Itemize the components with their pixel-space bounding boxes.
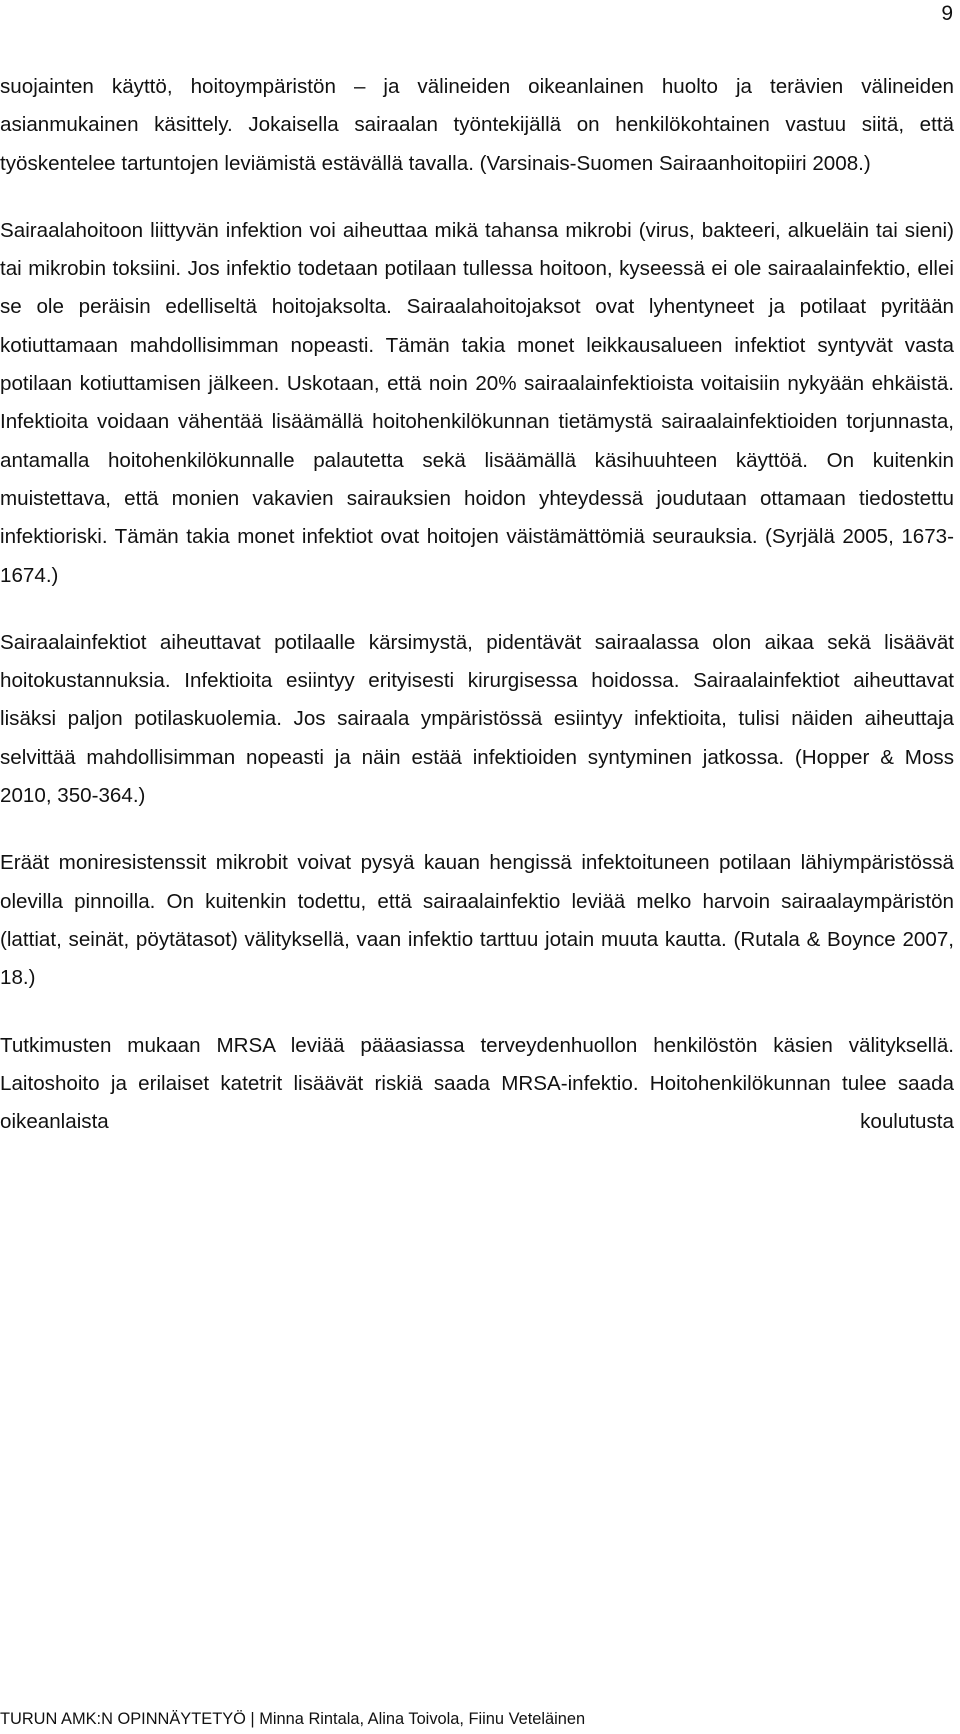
page-number: 9 (941, 2, 953, 25)
paragraph-hospital-infection-causes: Sairaalahoitoon liittyvän infektion voi aiheuttaa mikä tahansa mikrobi (virus, bakteeri, alkueläin tai sieni) tai mikrobin toksiini. Jos infektio todetaan potilaan tullessa hoitoon, kyseessä ei ole sairaalainfektio, ellei se ole peräisin edelliseltä hoitojaksolta. Sairaalahoitojaksot ovat lyhentyneet ja potilaat pyritään kotiuttamaan mahdollisimman nopeasti. Tämän takia monet leikkausalueen infektiot syntyvät vasta potilaan kotiuttamisen jälkeen. Uskotaan, että noin 20% sairaalainfektioista voitaisiin nykyään ehkäistä. Infektioita voidaan vähentää lisäämällä hoitohenkilökunnan tietämystä sairaalainfektioiden torjunnasta, antamalla hoitohenkilökunnalle palautetta sekä lisäämällä käsihuuhteen käyttöä. On kuitenkin muistettava, että monien vakavien sairauksien hoidon yhteydessä joudutaan ottamaan tiedostettu infektioriski. Tämän takia monet infektiot ovat hoitojen väistämättömiä seurauksia. (Syrjälä 2005, 1673-1674.) (0, 218, 954, 587)
body-text (0, 68, 954, 1141)
page-footer: TURUN AMK:N OPINNÄYTETYÖ | Minna Rintala, Alina Toivola, Fiinu Veteläinen (0, 1710, 586, 1728)
paragraph-mrsa-spread: Tutkimusten mukaan MRSA leviää pääasiassa terveydenhuollon henkilöstön käsien välityksellä. Laitoshoito ja erilaiset katetrit lisäävät riskiä saada MRSA-infektio. Hoitohenkilökunnan tulee saada oikeanlaista koulutusta (0, 1033, 954, 1134)
paragraph-infection-consequences: Sairaalainfektiot aiheuttavat potilaalle kärsimystä, pidentävät sairaalassa olon aikaa sekä lisäävät hoitokustannuksia. Infektioita esiintyy erityisesti kirurgisessa hoidossa. Sairaalainfektiot aiheuttavat lisäksi paljon potilaskuolemia. Jos sairaala ympäristössä esiintyy infektioita, tulisi näiden aiheuttaja selvittää mahdollisimman nopeasti ja näin estää infektioiden syntyminen jatkossa. (Hopper & Moss 2010, 350-364.) (0, 630, 954, 808)
paragraph-infection-prevention: suojainten käyttö, hoitoympäristön – ja välineiden oikeanlainen huolto ja terävien välineiden asianmukainen käsittely. Jokaisella sairaalan työntekijällä on henkilökohtainen vastuu siitä, että työskentelee tartuntojen leviämistä estävällä tavalla. (Varsinais-Suomen Sairaanhoitopiiri 2008.) (0, 75, 954, 175)
paragraph-resistant-microbes: Eräät moniresistenssit mikrobit voivat pysyä kauan hengissä infektoituneen potilaan lähiympäristössä olevilla pinnoilla. On kuitenkin todettu, että sairaalainfektio leviää melko harvoin sairaalaympäristön (lattiat, seinät, pöytätasot) välityksellä, vaan infektio tarttuu jotain muuta kautta. (Rutala & Boynce 2007, 18.) (0, 851, 954, 990)
